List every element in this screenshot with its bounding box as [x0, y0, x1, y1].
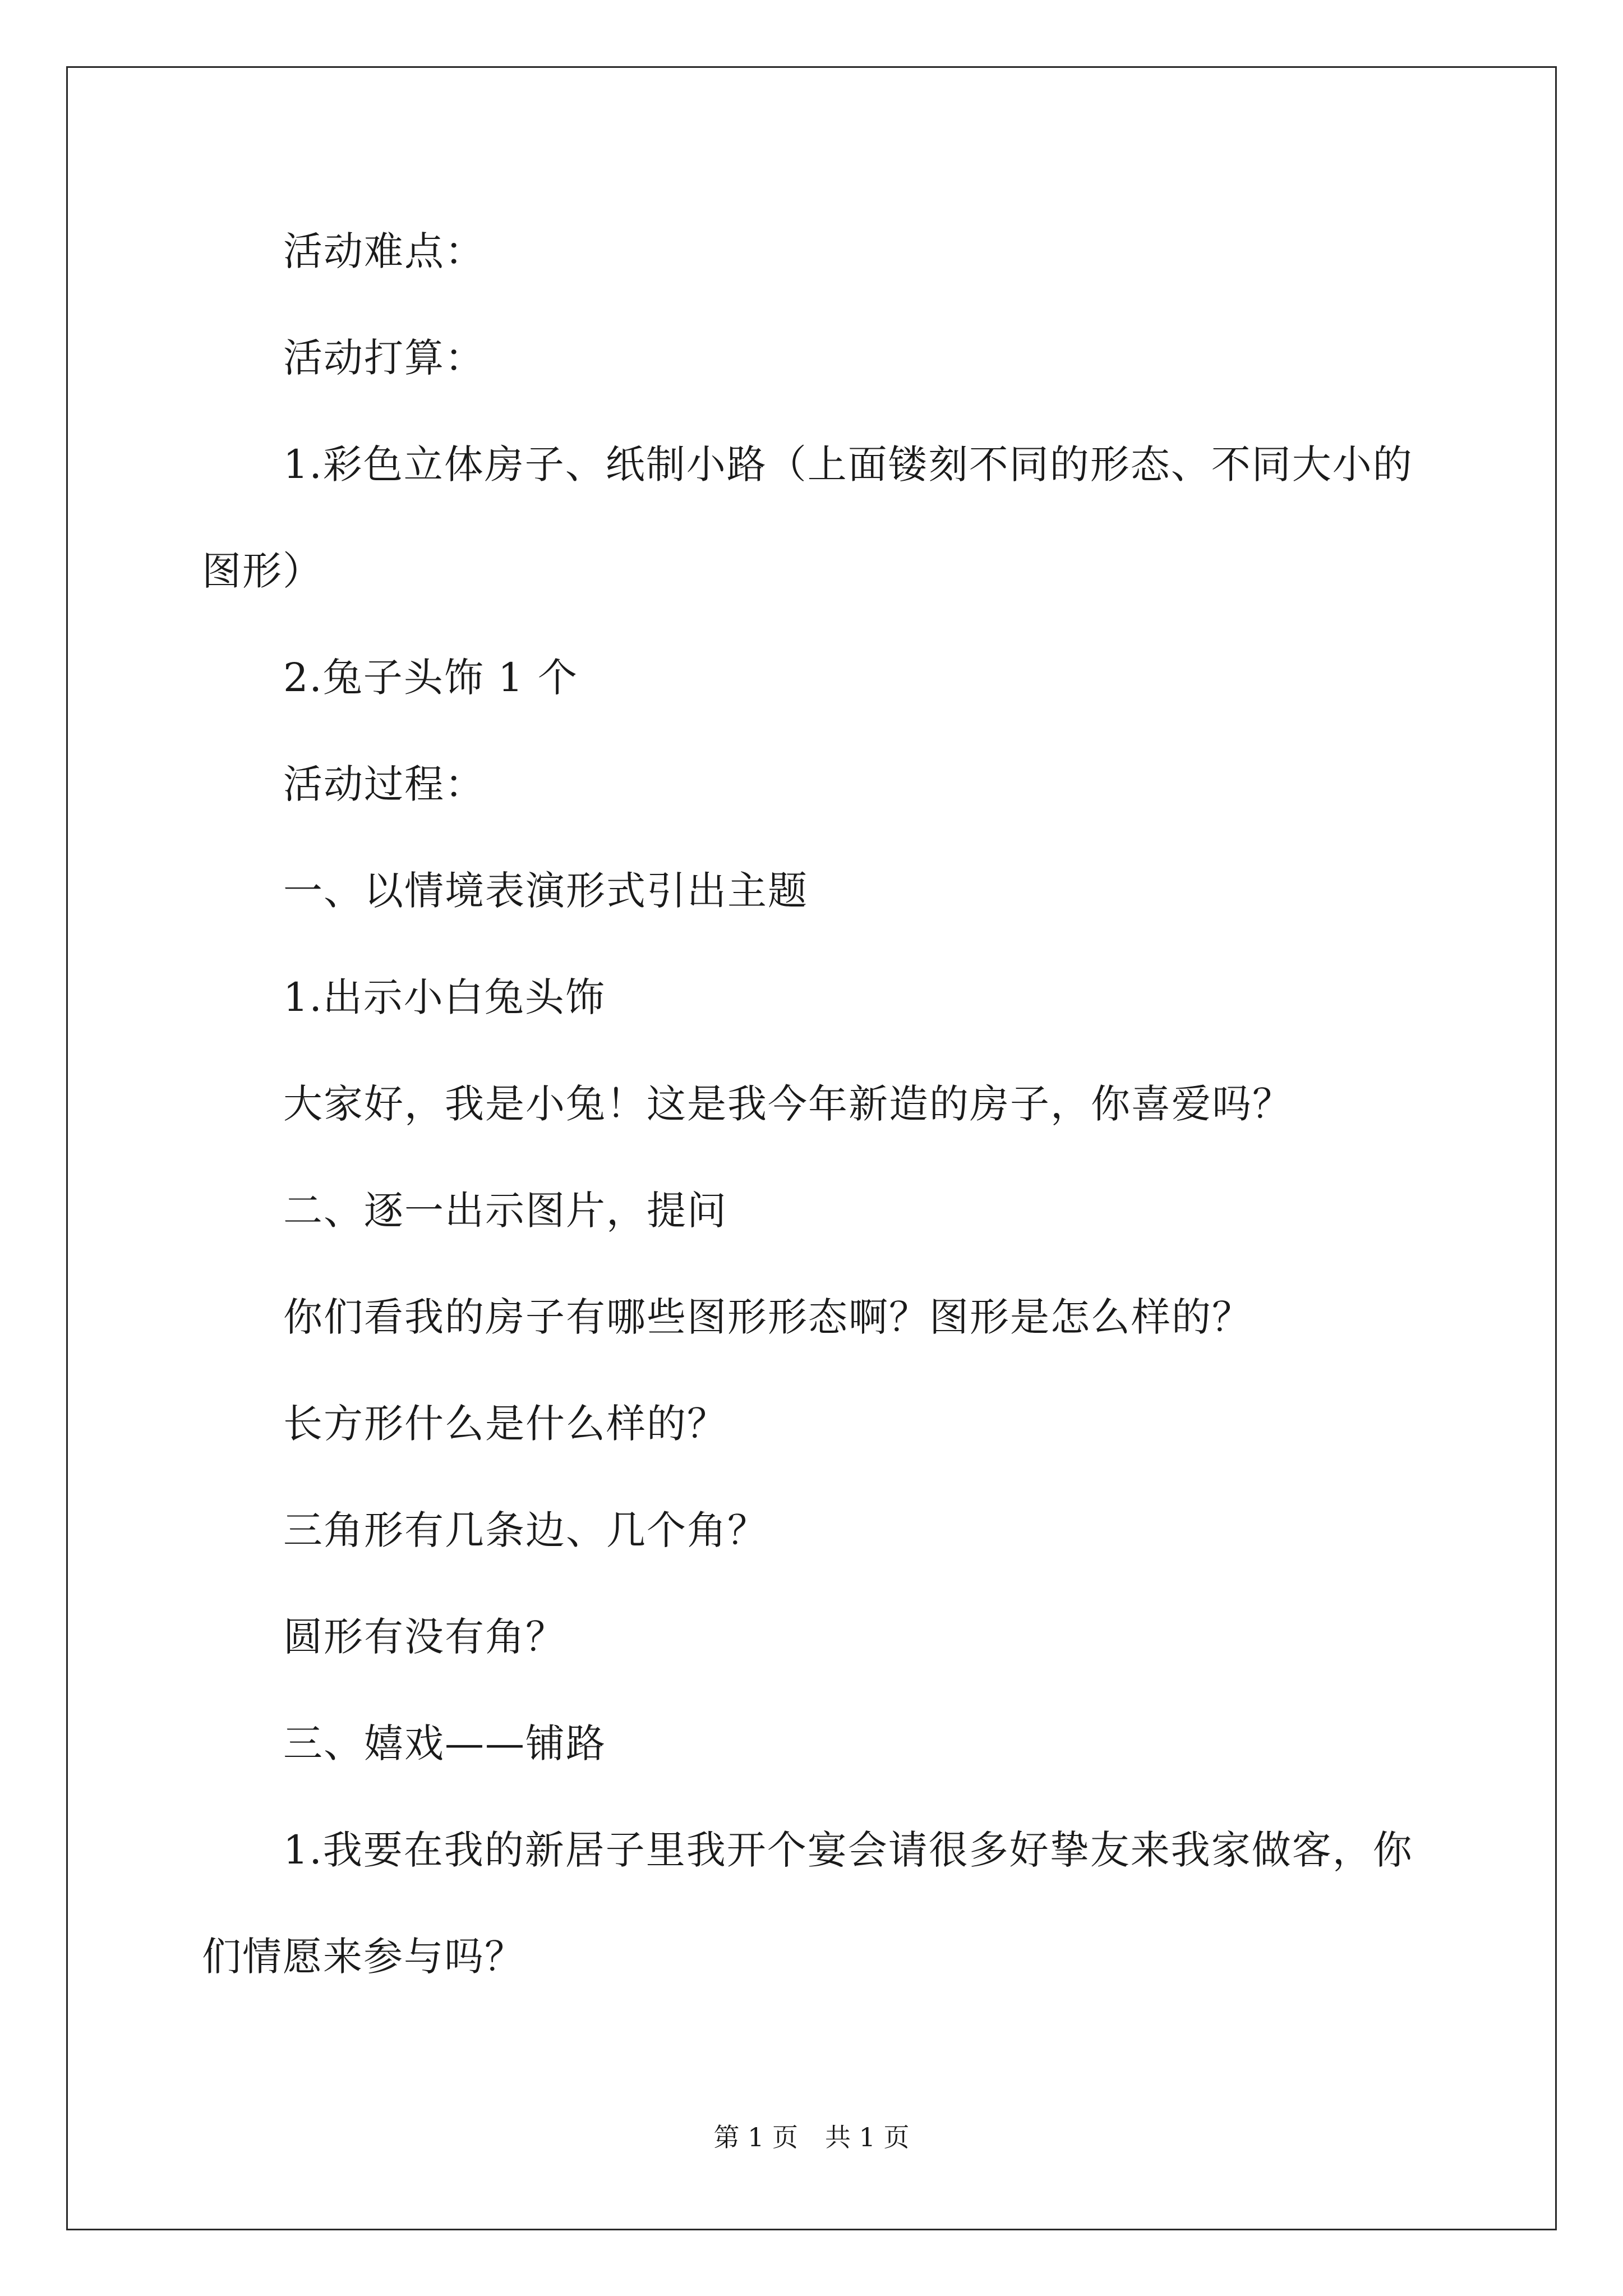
paragraph-section-1: 一、以情境表演形式引出主题 [283, 868, 808, 914]
paragraph-question-shapes: 你们看我的房子有哪些图形形态啊？图形是怎么样的？ [283, 1294, 1252, 1340]
paragraph-materials-1: 1.彩色立体房子、纸制小路（上面镂刻不同的形态、不同大小的 [283, 441, 1413, 487]
page-total: 共 1 页 [825, 2122, 910, 2152]
page-number: 第 1 页 [713, 2122, 798, 2152]
paragraph-activity-plan: 活动打算： [283, 335, 485, 381]
paragraph-party-invite: 1.我要在我的新居子里我开个宴会请很多好挚友来我家做客，你 [283, 1827, 1413, 1873]
paragraph-materials-1-cont: 图形） [202, 548, 323, 594]
page-footer [0, 2120, 1623, 2154]
paragraph-section-3: 三、嬉戏——铺路 [283, 1720, 606, 1766]
paragraph-activity-difficulty: 活动难点： [283, 228, 485, 274]
paragraph-party-invite-cont: 们情愿来参与吗？ [202, 1934, 525, 1980]
paragraph-question-rectangle: 长方形什么是什么样的？ [283, 1401, 727, 1447]
paragraph-question-circle: 圆形有没有角？ [283, 1614, 566, 1660]
paragraph-greeting: 大家好，我是小兔！这是我今年新造的房子，你喜爱吗？ [283, 1081, 1293, 1127]
paragraph-section-2: 二、逐一出示图片，提问 [283, 1188, 727, 1234]
paragraph-activity-process: 活动过程： [283, 761, 485, 807]
paragraph-materials-2: 2.兔子头饰 1 个 [283, 655, 578, 701]
paragraph-question-triangle: 三角形有几条边、几个角？ [283, 1507, 768, 1553]
paragraph-show-headwear: 1.出示小白兔头饰 [283, 974, 606, 1020]
